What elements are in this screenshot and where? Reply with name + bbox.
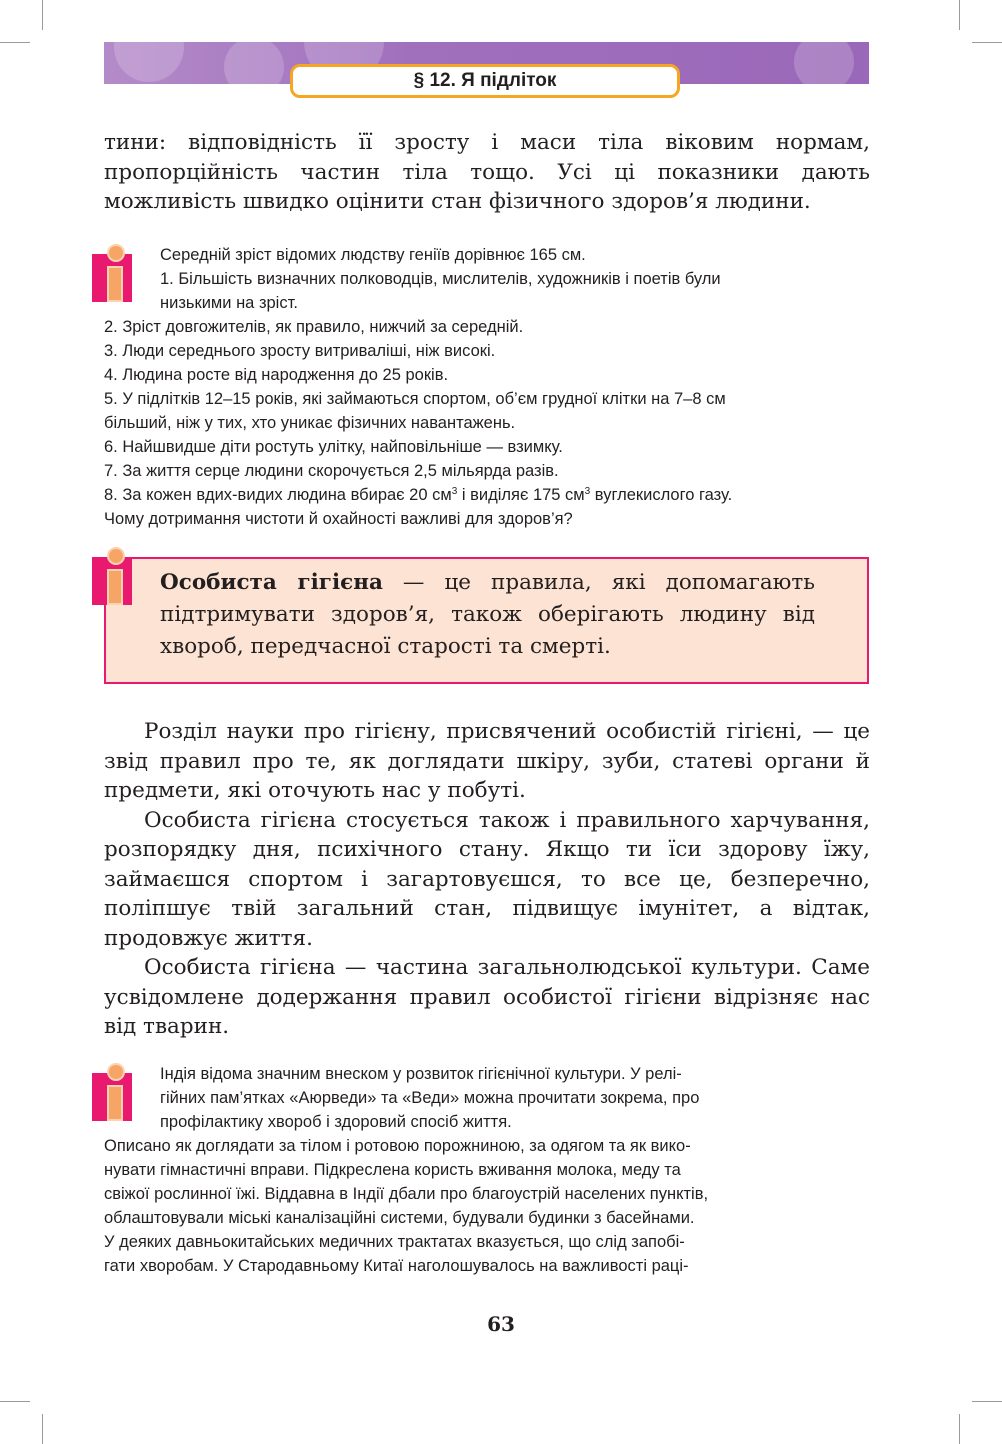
note-line: гійних пам’ятках «Аюрведи» та «Веди» можна прочитати зокрема, про <box>160 1089 700 1107</box>
note-line: профілактику хвороб і здоровий спосіб життя. <box>160 1113 512 1131</box>
crop-mark <box>0 1401 30 1402</box>
fact-line: 5. У підлітків 12–15 років, які займаються спортом, об’єм грудної клітки на 7–8 см <box>104 390 726 408</box>
fact-line: 3. Люди середнього зросту витриваліші, ніж високі. <box>104 342 496 360</box>
fact-line: низькими на зріст. <box>160 294 298 312</box>
crop-mark <box>42 0 43 30</box>
fact-line: 8. За кожен вдих-видих людина вбирає 20 $см^3$ і виділяє 175 $см^3$ вуглекислого газу. <box>104 486 733 504</box>
note-line: нувати гімнастичні вправи. Підкреслена користь вживання молока, меду та <box>104 1161 681 1179</box>
note-line: облаштовували міські каналізаційні системи, будували будинки з басейнами. <box>104 1209 695 1227</box>
body-paragraph: Особиста гігієна стосується також і правильного харчування, розпорядку дня, психічного стану. Якщо ти їси здорову їжу, займаєшся спортом і загартовуєшся, то все це, безперечно, поліпшує твій загальний стан, підвищує імунітет, а відтак, продовжує життя. <box>104 807 870 951</box>
crop-mark <box>959 0 960 30</box>
facts-list <box>104 243 870 531</box>
crop-mark <box>959 1414 960 1444</box>
fact-line: 7. За життя серце людини скорочується 2,5 мільярда разів. <box>104 462 559 480</box>
definition-term: Особиста гігієна <box>160 570 383 595</box>
body-paragraph: Особиста гігієна — частина загальнолюдської культури. Саме усвідомлене додержання правил особистої гігієни відрізняє нас від тварин. <box>104 955 870 1039</box>
note-line: У деяких давньокитайських медичних трактатах вказується, що слід запобі- <box>104 1233 685 1251</box>
crop-mark <box>0 42 30 43</box>
india-note <box>104 1062 870 1278</box>
crop-mark <box>972 1401 1002 1402</box>
fact-line: 2. Зріст довгожителів, як правило, нижчий за середній. <box>104 318 524 336</box>
body-text <box>104 717 870 1042</box>
note-line: Індія відома значним внеском у розвиток гігієнічної культури. У релі- <box>160 1065 682 1083</box>
definition-text: Особиста гігієна — це правила, які допомагають підтримувати здоров’я, також оберігають людину від хвороб, передчасної старості та смерті. <box>160 570 815 659</box>
note-line: Описано як доглядати за тілом і ротовою порожниною, за одягом та як вико- <box>104 1137 691 1155</box>
body-paragraph: Розділ науки про гігієну, присвячений особистій гігієні, — це звід правил про те, як доглядати шкіру, зуби, статеві органи й предмети, які оточують нас у побуті. <box>104 719 870 803</box>
note-line: свіжої рослинної їжі. Віддавна в Індії дбали про благоустрій населених пунктів, <box>104 1185 709 1203</box>
fact-line: Середній зріст відомих людству геніїв дорівнює 165 см. <box>160 246 586 264</box>
fact-line: 6. Найшвидше діти ростуть улітку, найповільніше — взимку. <box>104 438 563 456</box>
question-line: Чому дотримання чистоти й охайності важливі для здоров’я? <box>104 510 573 528</box>
fact-line: більший, ніж у тих, хто уникає фізичних навантажень. <box>104 414 516 432</box>
fact-line: 1. Більшість визначних полководців, мислителів, художників і поетів були <box>160 270 721 288</box>
page-number: 63 <box>487 1312 515 1336</box>
crop-mark <box>972 42 1002 43</box>
note-line: гати хворобам. У Стародавньому Китаї наголошувалось на важливості раці- <box>104 1257 689 1275</box>
section-title: § 12. Я підліток <box>290 64 680 98</box>
crop-mark <box>42 1414 43 1444</box>
info-icon <box>92 547 136 605</box>
intro-paragraph: тини: відповідність її зросту і маси тіла віковим нормам, пропорційність частин тіла тощо. Усі ці показники дають можливість швидко оцінити стан фізичного здоров’я людини. <box>104 130 870 214</box>
fact-line: 4. Людина росте від народження до 25 років. <box>104 366 449 384</box>
